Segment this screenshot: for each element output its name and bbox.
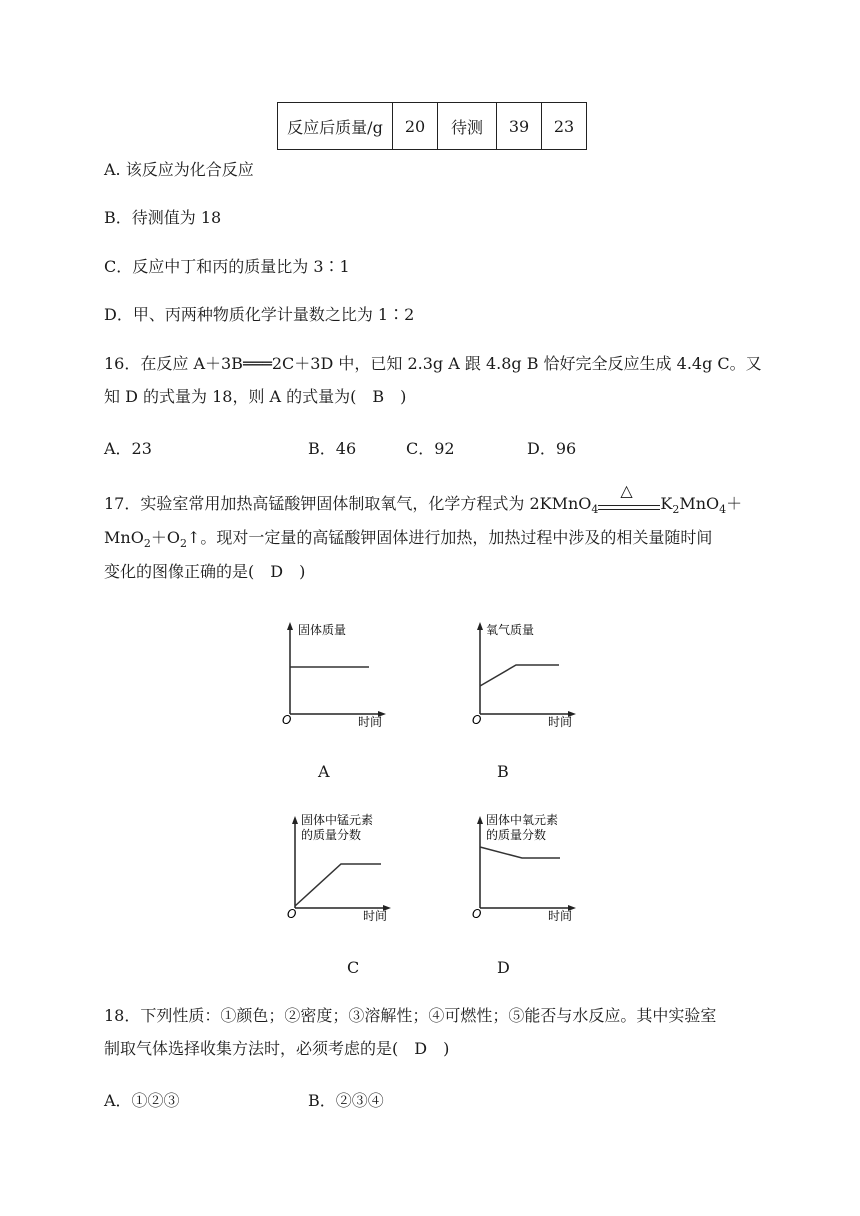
table-cell: 23: [542, 103, 587, 150]
graph-c-xlabel: 时间: [363, 909, 388, 922]
graph-c: [285, 810, 395, 922]
q17-stem-line3: 变化的图像正确的是( D ): [104, 562, 306, 581]
q16-option-b: B．46: [308, 439, 357, 458]
graph-b-label: B: [497, 762, 509, 781]
graph-d: [470, 810, 580, 922]
q16-stem-line2: 知 D 的式量为 18，则 A 的式量为( B ): [104, 387, 407, 406]
graph-b-xlabel: 时间: [548, 715, 573, 728]
table-cell: 20: [393, 103, 438, 150]
graph-d-xlabel: 时间: [548, 909, 573, 922]
graph-a-label: A: [318, 762, 330, 781]
triangle-heat-icon: △: [620, 480, 633, 500]
graph-c-ylabel-line2: 的质量分数: [301, 828, 362, 842]
q17-stem-line2: $MnO_2+O_2↑$。现对一定量的高锰酸钾固体进行加热，加热过程中涉及的相关量随时间: [104, 528, 713, 551]
table-row: [278, 103, 587, 150]
q18-stem-line2: 制取气体选择收集方法时，必须考虑的是( D ): [104, 1039, 450, 1058]
q15-option-d: D．甲、丙两种物质化学计量数之比为 1∶2: [104, 305, 415, 324]
q17-stem-line1: 17．实验室常用加热高锰酸钾固体制取氧气，化学方程式为 2KMnO$_4$ △ $K_2MnO_4+$: [104, 480, 743, 517]
graph-b: [470, 618, 580, 728]
q18-option-b: B．②③④: [308, 1091, 384, 1110]
graph-a-xlabel: 时间: [358, 715, 383, 728]
table-cell: 待测: [438, 103, 497, 150]
q15-option-a: A. 该反应为化合反应: [104, 160, 254, 179]
graph-c-origin: O: [287, 907, 297, 921]
reaction-mass-table: [277, 102, 587, 150]
q18-option-a: A．①②③: [104, 1091, 180, 1110]
graph-b-ylabel: 氧气质量: [486, 623, 535, 637]
heat-equals-sign: [598, 480, 660, 515]
graph-a-ylabel: 固体质量: [298, 623, 347, 637]
graph-b-curve: [480, 665, 559, 686]
graph-c-ylabel-line1: 固体中锰元素: [301, 813, 374, 827]
graph-c-label: C: [347, 958, 360, 977]
graph-a: [280, 618, 390, 728]
graph-c-curve: [295, 864, 381, 906]
graph-b-origin: O: [472, 713, 482, 727]
graph-d-label: D: [497, 958, 510, 977]
table-header-cell: 反应后质量/g: [278, 103, 393, 150]
graph-d-ylabel-line1: 固体中氧元素: [486, 813, 559, 827]
q16-stem-line1: 16．在反应 A＋3B═══2C＋3D 中，已知 2.3g A 跟 4.8g B 恰好完全反应生成 4.4g C。又: [104, 354, 762, 373]
graph-a-origin: O: [282, 713, 292, 727]
q16-option-a: A．23: [104, 439, 152, 458]
q16-option-c: C．92: [406, 439, 455, 458]
table-cell: 39: [497, 103, 542, 150]
graph-d-curve: [480, 847, 560, 858]
graph-d-ylabel-line2: 的质量分数: [486, 828, 547, 842]
q15-option-c: C．反应中丁和丙的质量比为 3∶1: [104, 257, 350, 276]
graph-d-origin: O: [472, 907, 482, 921]
q15-option-b: B．待测值为 18: [104, 208, 222, 227]
q16-option-d: D．96: [527, 439, 577, 458]
q18-stem-line1: 18．下列性质：①颜色；②密度；③溶解性；④可燃性；⑤能否与水反应。其中实验室: [104, 1006, 717, 1025]
